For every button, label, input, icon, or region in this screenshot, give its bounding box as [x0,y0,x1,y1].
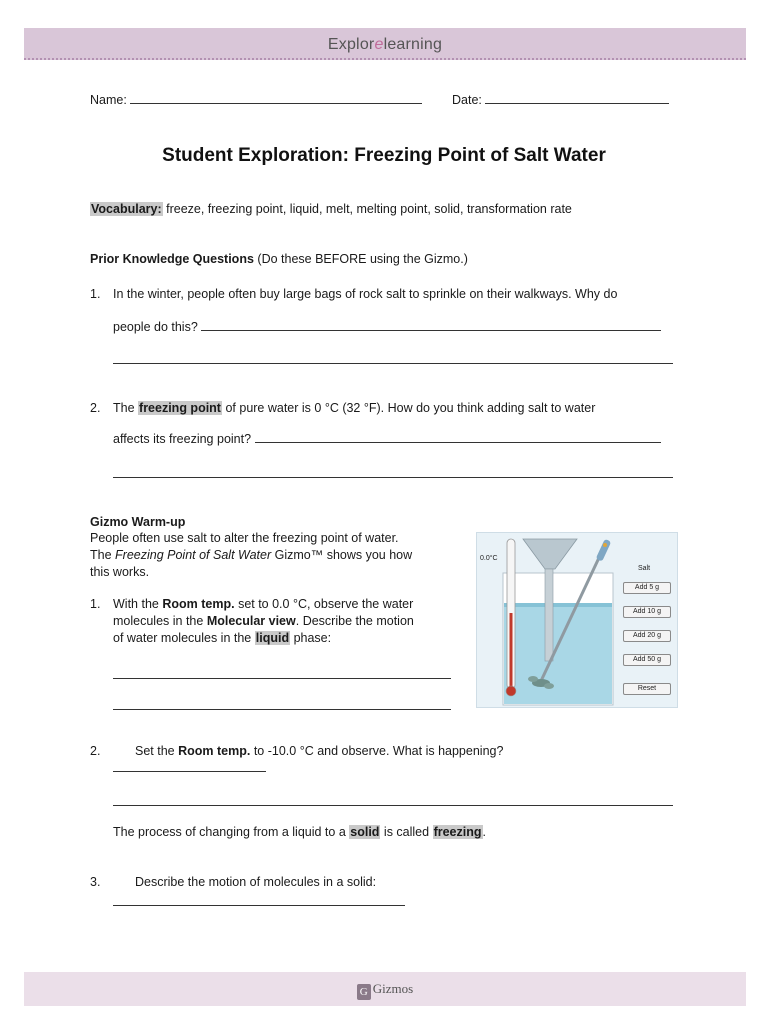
warmup-q3-blank[interactable] [113,895,405,909]
warmup-q3-text: Describe the motion of molecules in a solid: [135,875,377,889]
freezing-term: freezing [433,825,482,839]
warmup-intro-3: this works. [90,565,150,579]
date-label: Date: [452,93,482,107]
header-band [24,28,746,60]
freezing-point-term: freezing point [139,401,221,415]
name-field [90,93,422,107]
prior-q2-blank-2[interactable] [113,467,673,481]
add-5g-button[interactable]: Add 5 g [623,582,671,594]
warmup-q2-blank-1[interactable] [113,761,266,775]
warmup-intro-1: People often use salt to alter the freezing point of water. [90,531,399,545]
name-label: Name: [90,93,127,107]
vocabulary-label: Vocabulary: [91,202,162,216]
gizmos-logo: G Gizmos [24,981,746,1000]
prior-q2-line2: affects its freezing point? [113,432,661,446]
warmup-q1-line2: molecules in the Molecular view. Describe the motion [113,614,414,628]
name-blank[interactable] [130,93,422,104]
warmup-q2-number: 2. [90,744,101,758]
vocabulary-terms: freeze, freezing point, liquid, melt, melting point, solid, transformation rate [166,202,572,216]
gizmo-salt-label: Salt [638,565,651,572]
reset-button[interactable]: Reset [623,683,671,695]
warmup-q1-blank-1[interactable] [113,668,451,682]
prior-knowledge-heading: Prior Knowledge Questions (Do these BEFORE using the Gizmo.) [90,252,468,266]
date-field [452,93,669,107]
warmup-q1-line3: of water molecules in the liquid phase: [113,631,332,645]
footer-band [24,972,746,1006]
vocabulary-line [90,202,572,216]
solid-term: solid [350,825,380,839]
explorelearning-logo: Explorelearning [327,36,443,53]
prior-q2-number: 2. [90,401,101,415]
warmup-q1-line1: With the Room temp. set to 0.0 °C, observe the water [113,597,414,611]
prior-q2-text: The freezing point of pure water is 0 °C (32 °F). How do you think adding salt to water [113,401,596,415]
prior-knowledge-note: (Do these BEFORE using the Gizmo.) [257,252,468,266]
warmup-q2-text: Set the Room temp. to -10.0 °C and observe. What is happening? [135,744,504,758]
warmup-q1-blank-2[interactable] [113,699,451,713]
warmup-intro-2: The Freezing Point of Salt Water Gizmo™ shows you how [90,548,413,562]
warmup-q3-number: 3. [90,875,101,889]
warmup-q1-number: 1. [90,597,101,611]
prior-q1-line2: people do this? [113,320,661,334]
add-20g-button[interactable]: Add 20 g [623,630,671,642]
prior-q1-text: In the winter, people often buy large bags of rock salt to sprinkle on their walkways. Why do [113,287,618,301]
prior-q1-number: 1. [90,287,101,301]
gizmo-temp-label: 0.0°C [480,555,498,562]
add-10g-button[interactable]: Add 10 g [623,606,671,618]
page-title: Student Exploration: Freezing Point of Salt Water [162,145,606,166]
gizmo-warmup-heading: Gizmo Warm-up [90,515,186,529]
process-sentence: The process of changing from a liquid to a solid is called freezing. [113,825,486,839]
warmup-q2-blank-2[interactable] [113,795,673,809]
date-blank[interactable] [485,93,669,104]
prior-q2-blank[interactable] [255,432,661,443]
prior-q1-blank-2[interactable] [113,353,673,367]
add-50g-button[interactable]: Add 50 g [623,654,671,666]
gizmo-screenshot [476,532,678,708]
gizmos-mark-icon: G [357,984,371,1000]
prior-q1-blank[interactable] [201,320,661,331]
liquid-term: liquid [255,631,290,645]
